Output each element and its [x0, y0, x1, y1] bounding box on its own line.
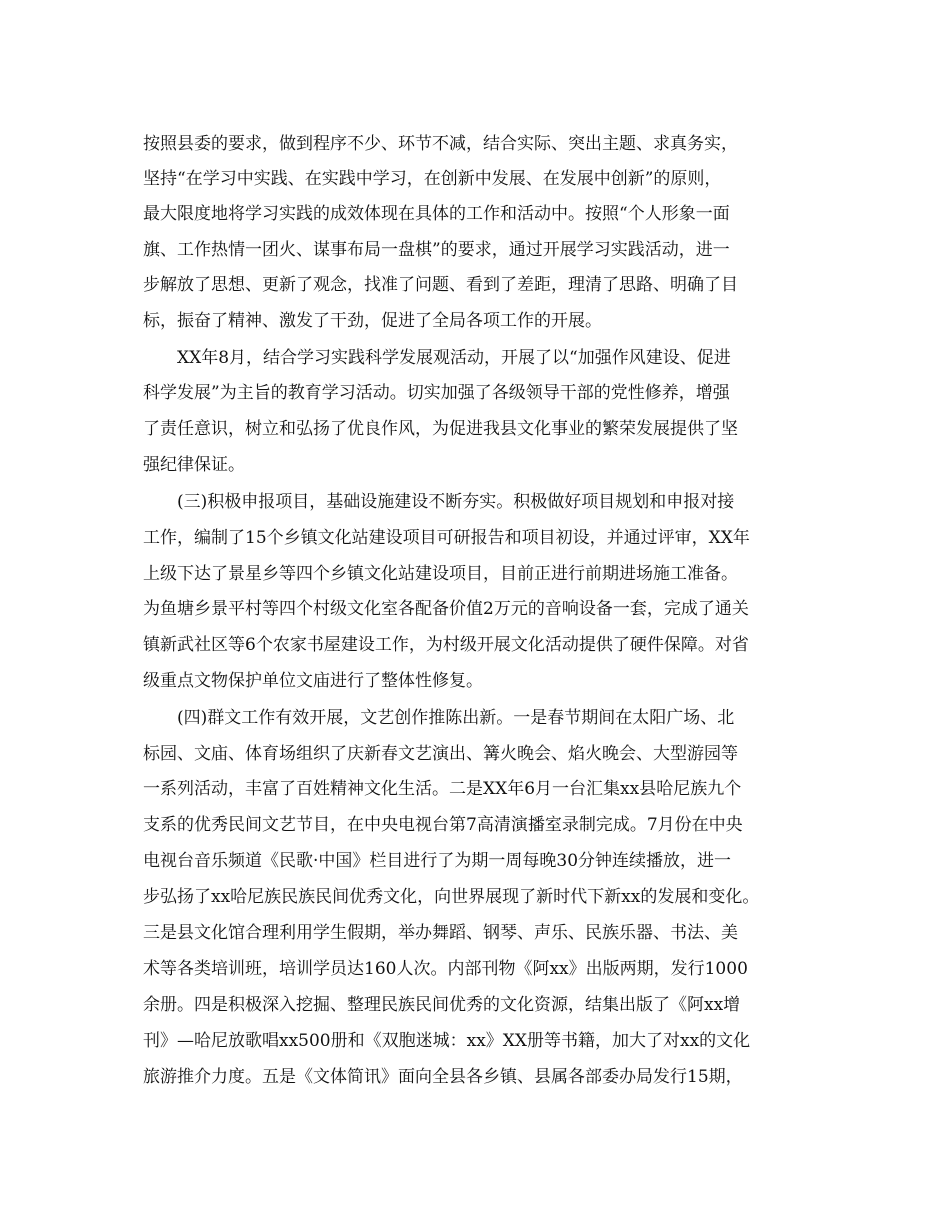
text-line: 了责任意识，树立和弘扬了优良作风，为促进我县文化事业的繁荣发展提供了坚 — [143, 419, 738, 439]
text-line: 标园、文庙、体育场组织了庆新春文艺演出、篝火晚会、焰火晚会、大型游园等 — [143, 744, 738, 764]
text-line: (三)积极申报项目，基础设施建设不断夯实。积极做好项目规划和申报对接 — [177, 492, 735, 512]
text-line: 最大限度地将学习实践的成效体现在具体的工作和活动中。按照“个人形象一面 — [143, 204, 730, 224]
text-line: 镇新武社区等6个农家书屋建设工作，为村级开展文化活动提供了硬件保障。对省 — [143, 635, 749, 655]
text-line: 旅游推介力度。五是《文体简讯》面向全县各乡镇、县属各部委办局发行15期， — [143, 1067, 743, 1087]
text-line: 工作，编制了15个乡镇文化站建设项目可研报告和项目初设，并通过评审，XX年 — [143, 528, 750, 548]
text-line: 坚持“在学习中实践、在实践中学习，在创新中发展、在发展中创新”的原则， — [143, 169, 722, 189]
text-line: 电视台音乐频道《民歌·中国》栏目进行了为期一周每晚30分钟连续播放，进一 — [143, 851, 732, 871]
text-line: XX年8月，结合学习实践科学发展观活动，开展了以“加强作风建设、促进 — [177, 348, 731, 368]
text-line: 一系列活动，丰富了百姓精神文化生活。二是XX年6月一台汇集xx县哈尼族九个 — [143, 779, 742, 799]
text-line: 强纪律保证。 — [143, 455, 245, 475]
text-line: 支系的优秀民间文艺节目，在中央电视台第7高清演播室录制完成。7月份在中央 — [143, 815, 743, 835]
text-line: 旗、工作热情一团火、谋事布局一盘棋”的要求，通过开展学习实践活动，进一 — [143, 240, 730, 260]
text-line: 步弘扬了xx哈尼族民族民间优秀文化，向世界展现了新时代下新xx的发展和变化。 — [143, 887, 760, 907]
text-line: 按照县委的要求，做到程序不少、环节不减，结合实际、突出主题、求真务实， — [143, 134, 738, 154]
text-line: 术等各类培训班，培训学员达160人次。内部刊物《阿xx》出版两期，发行1000 — [143, 959, 748, 979]
text-line: 步解放了思想、更新了观念，找准了问题、看到了差距，理清了思路、明确了目 — [143, 275, 738, 295]
text-line: 刊》—哈尼放歌唱xx500册和《双胞迷城：xx》XX册等书籍，加大了对xx的文化 — [143, 1031, 751, 1051]
text-line: (四)群文工作有效开展，文艺创作推陈出新。一是春节期间在太阳广场、北 — [177, 708, 735, 728]
text-line: 科学发展”为主旨的教育学习活动。切实加强了各级领导干部的党性修养，增强 — [143, 383, 730, 403]
text-line: 余册。四是积极深入挖掘、整理民族民间优秀的文化资源，结集出版了《阿xx增 — [143, 995, 741, 1015]
text-line: 标，振奋了精神、激发了干劲，促进了全局各项工作的开展。 — [143, 311, 602, 331]
text-line: 为鱼塘乡景平村等四个村级文化室各配备价值2万元的音响设备一套，完成了通关 — [143, 599, 749, 619]
text-line: 级重点文物保护单位文庙进行了整体性修复。 — [143, 671, 483, 691]
text-line: 上级下达了景星乡等四个乡镇文化站建设项目，目前正进行前期进场施工准备。 — [143, 564, 738, 584]
text-line: 三是县文化馆合理利用学生假期，举办舞蹈、钢琴、声乐、民族乐器、书法、美 — [143, 923, 738, 943]
